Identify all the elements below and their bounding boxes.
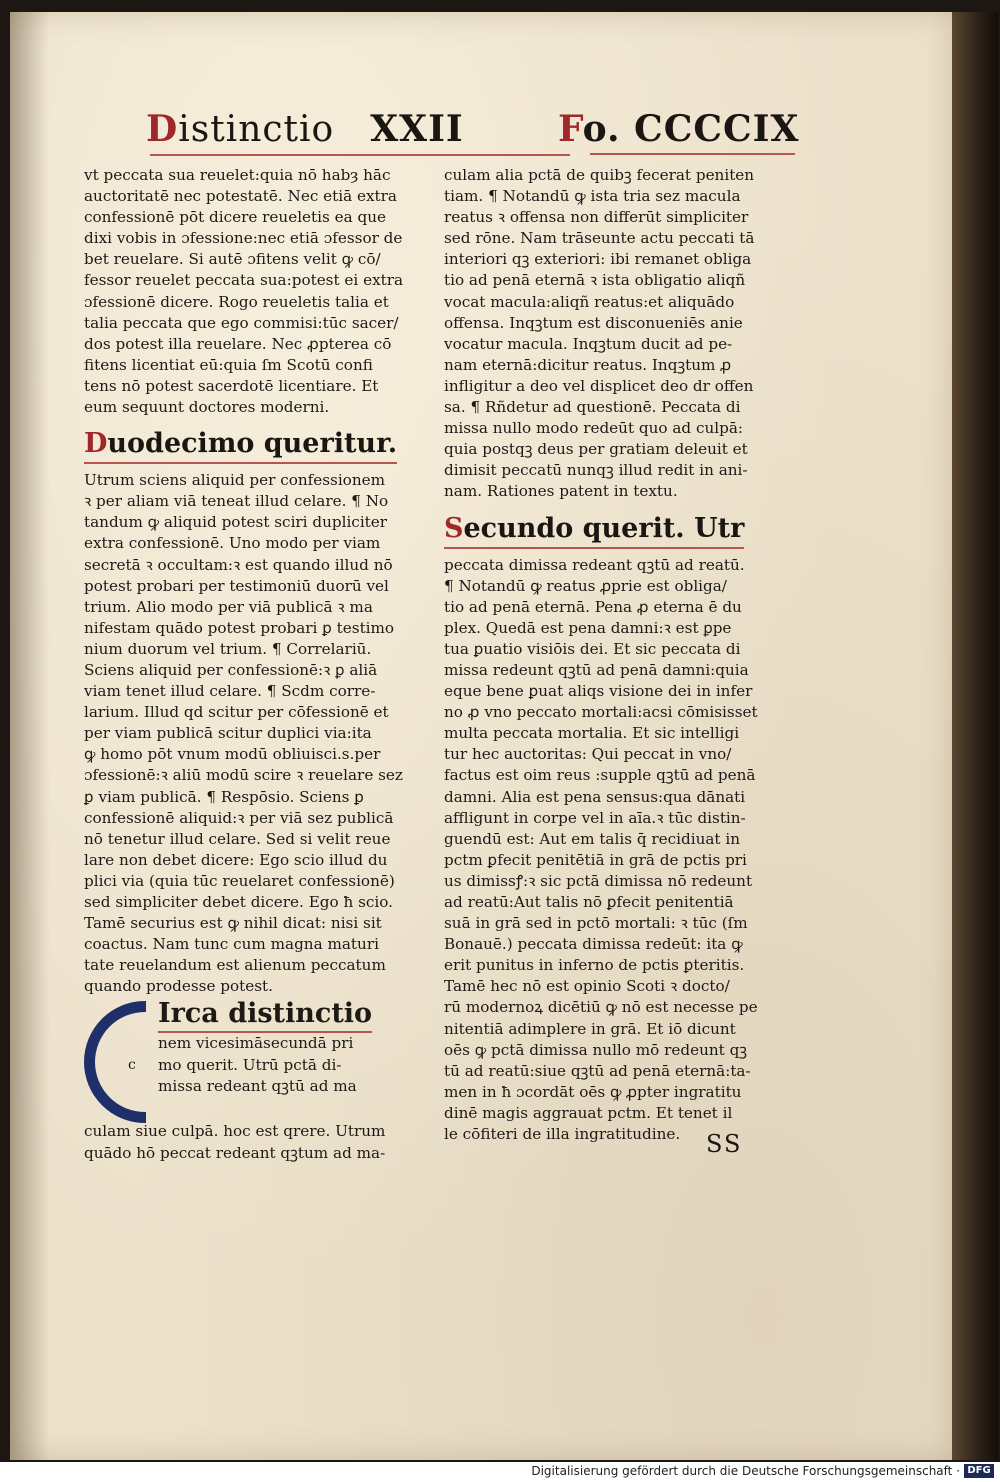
heading-text: ecundo querit. Utr [463, 512, 745, 544]
text-line: eum sequunt doctores moderni. [84, 398, 330, 417]
text-line: ɔfessionē:ꝛ aliū modū scire ꝛ reuelare sez [84, 766, 403, 785]
text-line: sa. ¶ Rñdetur ad questionē. Peccata di [444, 398, 741, 417]
text-line: quādo hō peccat redeant qꝫtum ad ma- [84, 1143, 386, 1162]
text-line: ꝙ homo pōt vnum modū obliuisci.s.per [84, 745, 381, 764]
text-line: factus est oim reus :supple qꝫtū ad penā [444, 766, 756, 785]
text-line: Tamē securius est ꝙ nihil dicat: nisi sit [84, 914, 382, 933]
text-line: coactus. Nam tunc cum magna maturi [84, 935, 379, 954]
text-line: missa nullo modo redeūt quo ad culpā: [444, 419, 744, 438]
text-line: no ꝓ vno peccato mortali:acsi cōmisisset [444, 703, 758, 722]
page-edge [952, 12, 998, 1460]
right-text-block-2 [444, 555, 792, 1146]
text-line: multa peccata mortalia. Et sic intelligi [444, 724, 740, 743]
text-line: affligunt in corpe vel in aīa.ꝛ tūc distin- [444, 808, 746, 827]
text-line: men in ħ ɔcordāt oēs ꝙ ꝓpter ingratitu [444, 1082, 742, 1101]
text-line: offensa. Inqꝫtum est disconueniēs anie [444, 313, 743, 332]
text-line: quando prodesse potest. [84, 977, 273, 996]
text-line: Utrum sciens aliquid per confessionem [84, 471, 385, 490]
text-line: peccata dimissa redeant qꝫtū ad reatū. [444, 555, 745, 574]
text-line: secretā ꝛ occultam:ꝛ est quando illud nō [84, 555, 393, 574]
dfg-logo-icon: DFG [964, 1464, 994, 1478]
text-line: bet reuelare. Si autē ɔfitens velit ꝙ cō/ [84, 250, 381, 269]
text-line: per viam publicā scitur duplici via:ita [84, 724, 372, 743]
text-line: nam. Rationes patent in textu. [444, 482, 678, 501]
text-line: potest probari per testimoniū duorū vel [84, 576, 389, 595]
text-line: missa redeant qꝫtū ad ma [158, 1076, 357, 1095]
running-head-word: istinctio [178, 109, 335, 150]
text-line: le cōfiteri de illa ingratitudine. [444, 1125, 681, 1144]
text-line: reatus ꝛ offensa non differūt simpliciter [444, 208, 749, 227]
guide-letter: c [128, 1057, 136, 1074]
text-line: missa redeunt qꝫtū ad penā damni:quia [444, 660, 749, 679]
folio-initial: F [558, 108, 583, 150]
text-line: plex. Quedā est pena damni:ꝛ est ꝑpe [444, 618, 732, 637]
text-line: sed rōne. Nam trāseunte actu peccati tā [444, 229, 755, 248]
text-line: interiori qꝫ exteriori: ibi remanet obliga [444, 250, 752, 269]
heading-initial: S [444, 512, 464, 544]
text-line: nium duorum vel trium. ¶ Correlariū. [84, 639, 372, 658]
text-line: nam eternā:dicitur reatus. Inqꝫtum ꝓ [444, 355, 732, 374]
text-line: tio ad penā eternā ꝛ ista obligatio aliqñ [444, 271, 746, 290]
text-line: culam siue culpā. hoc est qrere. Utrum [84, 1122, 386, 1141]
circa-distinctio-heading: Irca distinctio [158, 997, 372, 1033]
text-line: viam tenet illud celare. ¶ Scdm corre- [84, 682, 376, 701]
left-column [84, 165, 434, 1207]
running-head-left [146, 108, 464, 150]
text-line: ad reatū:Aut talis nō ꝑfecit penitentiā [444, 893, 734, 911]
text-line: us dimissꝭ:ꝛ sic pctā dimissa nō redeunt [444, 871, 753, 890]
spine-shadow [10, 12, 50, 1460]
text-line: culam alia pctā de quibꝫ fecerat peniten [444, 166, 755, 184]
header-rule-right [590, 153, 795, 155]
text-line: auctoritatē nec potestatē. Nec etiā extra [84, 187, 397, 206]
text-line: confessionē pōt dicere reueletis ea que [84, 208, 386, 227]
text-line: eque bene ꝑuat aliqs visione dei in infer [444, 682, 753, 701]
heading-initial: D [84, 428, 108, 460]
heading-text: uodecimo queritur. [107, 428, 398, 460]
blue-initial-c [84, 1001, 146, 1123]
text-line: tandum ꝙ aliquid potest sciri dupliciter [84, 513, 388, 532]
folio-number [558, 108, 799, 150]
text-line: dimisit peccatū nunqꝫ illud redit in ani- [444, 461, 748, 480]
text-line: infligitur a deo vel displicet deo dr offen [444, 376, 754, 395]
text-line: vocat macula:aliqñ reatus:et aliquādo [444, 292, 735, 311]
text-line: nem vicesimāsecundā pri [158, 1034, 354, 1053]
text-line: ꝛ per aliam viā teneat illud celare. ¶ No [84, 492, 389, 511]
text-line: Tamē hec nō est opinio Scoti ꝛ docto/ [444, 977, 730, 996]
text-line: dos potest illa reuelare. Nec ꝓpterea cō [84, 334, 392, 353]
left-text-block-2 [84, 470, 434, 997]
text-line: larium. Illud qd scitur per cōfessionē et [84, 703, 389, 722]
text-line: Bonauē.) peccata dimissa redeūt: ita ꝙ [444, 935, 743, 954]
text-line: extra confessionē. Uno modo per viam [84, 534, 381, 553]
text-line: pctm ꝑfecit penitētiā in grā de pctis pri [444, 850, 747, 869]
text-line: quia postqꝫ deus per gratiam deleuit et [444, 440, 748, 459]
section-heading-duodecimo [84, 426, 397, 464]
text-line: nō tenetur illud celare. Sed si velit reue [84, 829, 391, 848]
text-line: tio ad penā eternā. Pena ꝓ eterna ē du [444, 597, 742, 616]
text-line: Sciens aliquid per confessionē:ꝛ ꝑ aliā [84, 660, 378, 679]
text-line: tens nō potest sacerdotē licentiare. Et [84, 376, 379, 395]
folio-rest: o. CCCCIX [582, 108, 800, 150]
distinction-number: XXII [370, 108, 464, 150]
text-line: vt peccata sua reuelet:quia nō habȝ hāc [84, 166, 391, 184]
text-line: guendū est: Aut em talis q̄ recidiuat in [444, 829, 740, 848]
text-line: talia peccata que ego commisi:tūc sacer/ [84, 313, 399, 332]
decorated-initial-block [84, 997, 434, 1207]
initial-lines [158, 997, 434, 1096]
left-text-block-1 [84, 165, 434, 418]
running-head-initial: D [146, 108, 179, 150]
text-line: tua ꝑuatio visiōis dei. Et sic peccata di [444, 639, 741, 658]
section-heading-secundo [444, 511, 744, 549]
text-line: lare non debet dicere: Ego scio illud du [84, 850, 388, 869]
text-line: dinē magis aggrauat pctm. Et tenet il [444, 1103, 733, 1122]
text-line: fitens licentiat eū:quia ſm Scotū confi [84, 355, 373, 374]
text-line: tū ad reatū:siue qꝫtū ad penā eternā:ta- [444, 1061, 751, 1080]
text-line: plici via (quia tūc reuelaret confessionē) [84, 871, 395, 890]
text-line: ¶ Notandū ꝙ reatus ꝓprie est obliga/ [444, 576, 727, 595]
tail-lines [84, 1121, 434, 1163]
text-line: vocatur macula. Inqꝫtum ducit ad pe- [444, 334, 733, 353]
right-text-block-1 [444, 165, 792, 503]
text-line: oēs ꝙ pctā dimissa nullo mō redeunt qꝫ [444, 1040, 748, 1059]
text-line: suā in grā sed in pctō mortali: ꝛ tūc (ſm [444, 914, 748, 933]
text-line: tur hec auctoritas: Qui peccat in vno/ [444, 745, 732, 764]
text-line: trium. Alio modo per viā publicā ꝛ ma [84, 597, 373, 616]
text-line: nifestam quādo potest probari ꝑ testimo [84, 618, 395, 637]
header-rule-left [150, 154, 570, 156]
text-line: nitentiā adimplere in grā. Et iō dicunt [444, 1019, 736, 1038]
text-line: mo querit. Utrū pctā di- [158, 1055, 342, 1074]
catchword: SS [706, 1130, 743, 1158]
text-line: sed simpliciter debet dicere. Ego ħ scio. [84, 893, 393, 911]
text-line: ꝑ viam publicā. ¶ Respōsio. Sciens ꝑ [84, 787, 364, 806]
text-line: erit punitus in inferno de pctis ꝑteritis. [444, 956, 745, 975]
text-line: ɔfessionē dicere. Rogo reueletis talia et [84, 292, 389, 311]
right-column [444, 165, 792, 1145]
footer-credit: Digitalisierung gefördert durch die Deutsche Forschungsgemeinschaft · [531, 1464, 960, 1478]
text-line: tate reuelandum est alienum peccatum [84, 956, 386, 975]
text-line: confessionē aliquid:ꝛ per viā sez publicā [84, 808, 394, 827]
text-line: damni. Alia est pena sensus:qua dānati [444, 787, 746, 806]
text-line: rū modernoꝝ dicētiū ꝙ nō est necesse pe [444, 998, 758, 1017]
text-line: dixi vobis in ɔfessione:nec etiā ɔfessor de [84, 229, 403, 248]
text-line: fessor reuelet peccata sua:potest ei extra [84, 271, 404, 290]
text-line: tiam. ¶ Notandū ꝙ ista tria sez macula [444, 187, 741, 206]
